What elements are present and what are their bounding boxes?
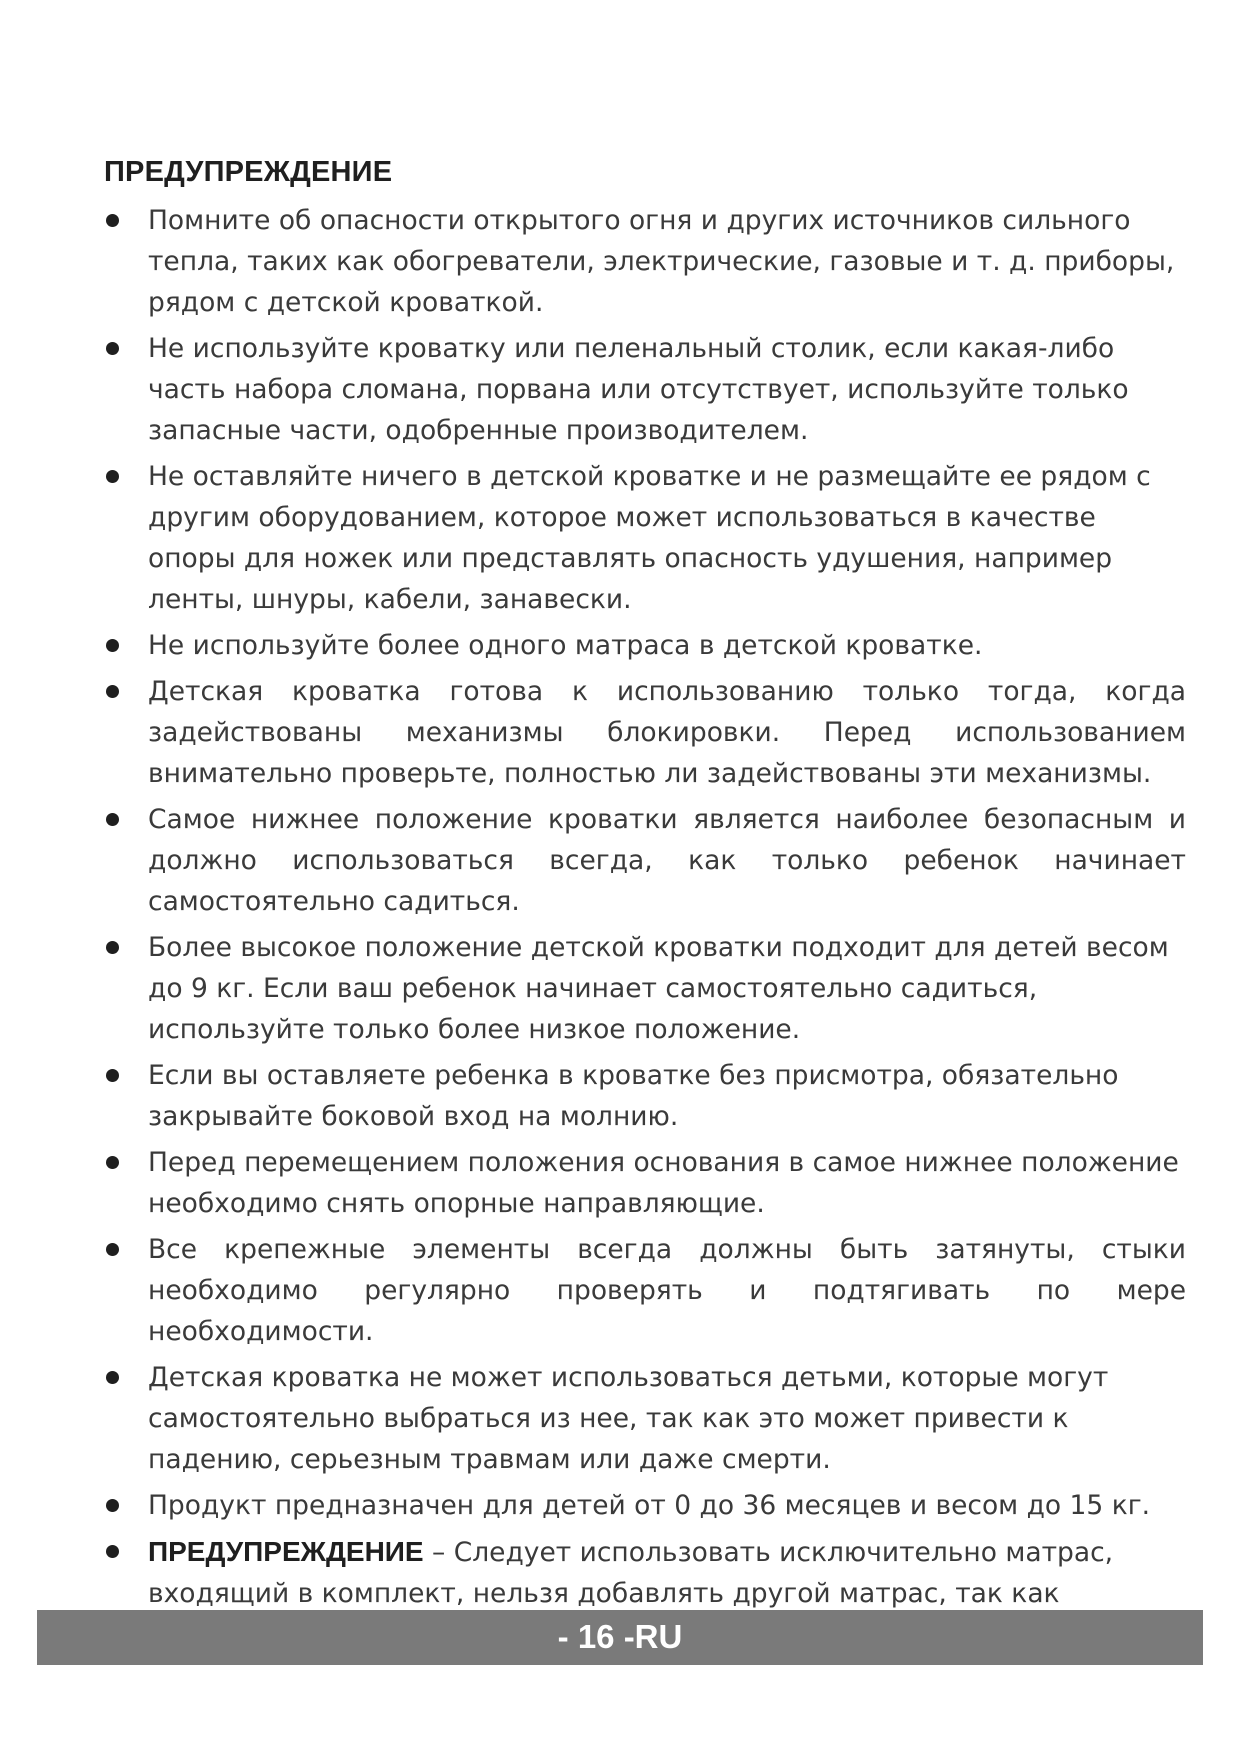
bullet-icon xyxy=(106,1545,119,1558)
list-item xyxy=(104,456,1186,620)
list-item xyxy=(104,927,1186,1050)
bullet-icon xyxy=(106,1499,119,1512)
list-item xyxy=(104,625,1186,666)
bullet-icon xyxy=(106,1156,119,1169)
list-item-text: Перед перемещением положения основания в самое нижнее положение необходимо снять опорные направляющие. xyxy=(148,1147,1179,1219)
list-item-text: Не используйте более одного матраса в детской кроватке. xyxy=(148,630,983,661)
bullet-icon xyxy=(106,1243,119,1256)
bullet-icon xyxy=(106,214,119,227)
list-item xyxy=(104,1485,1186,1526)
bullet-icon xyxy=(106,342,119,355)
list-item-text: Не оставляйте ничего в детской кроватке и не размещайте ее рядом с другим оборудованием, которое может использоваться в качестве опоры для ножек или представлять опасность удушения, например ленты, шнуры, кабели, занавески. xyxy=(148,461,1151,615)
list-item xyxy=(104,1055,1186,1137)
bullet-icon xyxy=(106,1069,119,1082)
list-item-text: Детская кроватка не может использоваться детьми, которые могут самостоятельно выбраться из нее, так как это может привести к падению, серьезным травмам или даже смерти. xyxy=(148,1362,1109,1475)
list-item xyxy=(104,328,1186,451)
list-item xyxy=(104,1142,1186,1224)
bullet-icon xyxy=(106,685,119,698)
footer-bar xyxy=(37,1610,1203,1665)
list-item xyxy=(104,200,1186,323)
list-item-warning-label: ПРЕДУПРЕЖДЕНИЕ xyxy=(148,1536,424,1567)
list-item-text: Не используйте кроватку или пеленальный столик, если какая-либо часть набора сломана, порвана или отсутствует, используйте только запасные части, одобренные производителем. xyxy=(148,333,1129,446)
list-item-text: – Следует использовать исключительно матрас, входящий в комплект, нельзя добавлять другой матрас, так как xyxy=(148,1537,1114,1609)
bullet-icon xyxy=(106,941,119,954)
list-item-text: Помните об опасности открытого огня и других источников сильного тепла, таких как обогреватели, электрические, газовые и т. д. приборы, рядом с детской кроваткой. xyxy=(148,205,1175,318)
bullet-icon xyxy=(106,470,119,483)
warning-list xyxy=(104,200,1186,1660)
bullet-icon xyxy=(106,1371,119,1384)
list-item xyxy=(104,671,1186,794)
list-item-text: Продукт предназначен для детей от 0 до 36 месяцев и весом до 15 кг. xyxy=(148,1490,1151,1521)
bullet-icon xyxy=(106,813,119,826)
list-item-text: Если вы оставляете ребенка в кроватке без присмотра, обязательно закрывайте боковой вход на молнию. xyxy=(148,1060,1119,1132)
page-number: - 16 -RU xyxy=(557,1618,683,1655)
list-item-text: Самое нижнее положение кроватки является наиболее безопасным и должно использоваться всегда, как только ребенок начинает самостоятельно садиться. xyxy=(148,804,1186,917)
warning-heading: ПРЕДУПРЕЖДЕНИЕ xyxy=(104,156,393,188)
list-item xyxy=(104,1229,1186,1352)
bullet-icon xyxy=(106,639,119,652)
list-item xyxy=(104,799,1186,922)
list-item xyxy=(104,1357,1186,1480)
list-item-text: Более высокое положение детской кроватки подходит для детей весом до 9 кг. Если ваш ребенок начинает самостоятельно садиться, используйте только более низкое положение. xyxy=(148,932,1169,1045)
list-item-text: Все крепежные элементы всегда должны быть затянуты, стыки необходимо регулярно проверять и подтягивать по мере необходимости. xyxy=(148,1234,1186,1347)
list-item-text: Детская кроватка готова к использованию только тогда, когда задействованы механизмы блокировки. Перед использованием внимательно проверьте, полностью ли задействованы эти механизмы. xyxy=(148,676,1186,789)
